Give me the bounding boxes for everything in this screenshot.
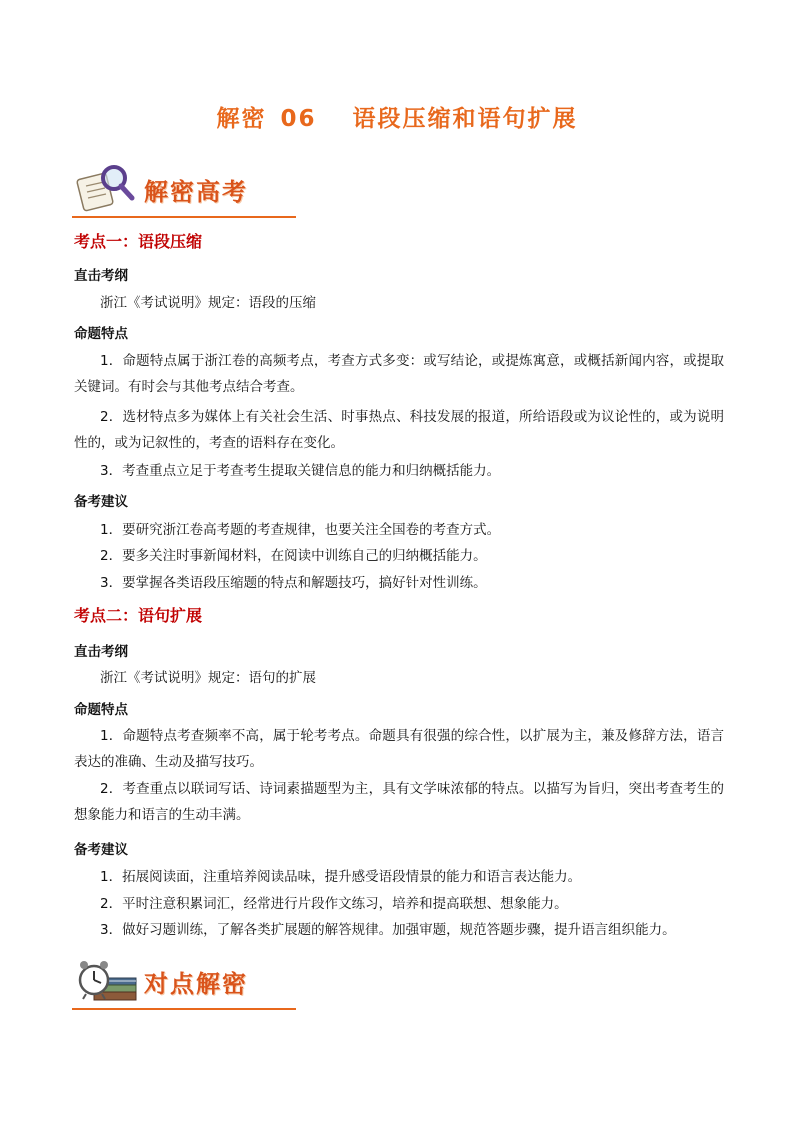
title-prefix: 解密 — [216, 106, 267, 132]
banner-duidian-jiemi — [72, 960, 296, 1010]
section1-p3: 3．考查重点立足于考查考生提取关键信息的能力和归纳概括能力。 — [100, 463, 501, 479]
section2-sub-gang: 直击考纲 — [74, 644, 128, 660]
section1-sub-gang: 直击考纲 — [74, 268, 128, 284]
section1-heading: 考点一：语段压缩 — [74, 232, 203, 251]
section2-gang: 浙江《考试说明》规定：语句的扩展 — [100, 670, 316, 686]
banner-rule — [72, 1008, 296, 1010]
magnifier-notepad-icon — [74, 162, 140, 214]
section1-p2: 2．选材特点多为媒体上有关社会生活、时事热点、科技发展的报道，所给语段或为议论性的，或为说明性的，或为记叙性的，考查的语料存在变化。 — [74, 409, 724, 451]
section2-s2: 2．平时注意积累词汇，经常进行片段作文练习，培养和提高联想、想象能力。 — [100, 896, 568, 912]
section1-p1: 1．命题特点属于浙江卷的高频考点，考查方式多变：或写结论，或提炼寓意，或概括新闻内容，或提取关键词。有时会与其他考点结合考查。 — [74, 353, 724, 395]
section2-sub-tedian: 命题特点 — [74, 702, 128, 718]
alarm-clock-books-icon — [74, 954, 140, 1006]
section1-gang: 浙江《考试说明》规定：语段的压缩 — [100, 295, 316, 311]
section1-s1: 1．要研究浙江卷高考题的考查规律，也要关注全国卷的考查方式。 — [100, 522, 501, 538]
page-title — [0, 100, 794, 133]
section1-s3: 3．要掌握各类语段压缩题的特点和解题技巧，搞好针对性训练。 — [100, 575, 487, 591]
banner-jiemi-gaokao — [72, 168, 296, 218]
section1-s2: 2．要多关注时事新闻材料，在阅读中训练自己的归纳概括能力。 — [100, 548, 487, 564]
section2-p2: 2．考查重点以联词写话、诗词素描题型为主，具有文学味浓郁的特点。以描写为旨归，突出考查考生的想象能力和语言的生动丰满。 — [74, 781, 724, 823]
section1-sub-tedian: 命题特点 — [74, 326, 128, 342]
banner-label: 对点解密 — [144, 970, 248, 998]
title-number: 06 — [280, 106, 317, 132]
section1-sub-jianyi: 备考建议 — [74, 494, 128, 510]
title-main: 语段压缩和语句扩展 — [352, 106, 578, 132]
section2-sub-jianyi: 备考建议 — [74, 842, 128, 858]
banner-label: 解密高考 — [144, 178, 248, 206]
section2-heading: 考点二：语句扩展 — [74, 606, 203, 625]
banner-rule — [72, 216, 296, 218]
section2-s3: 3．做好习题训练，了解各类扩展题的解答规律。加强审题，规范答题步骤，提升语言组织能力。 — [100, 922, 676, 938]
section2-p1: 1．命题特点考查频率不高，属于轮考考点。命题具有很强的综合性，以扩展为主，兼及修辞方法，语言表达的准确、生动及描写技巧。 — [74, 728, 724, 770]
section2-s1: 1．拓展阅读面，注重培养阅读品味，提升感受语段情景的能力和语言表达能力。 — [100, 869, 582, 885]
